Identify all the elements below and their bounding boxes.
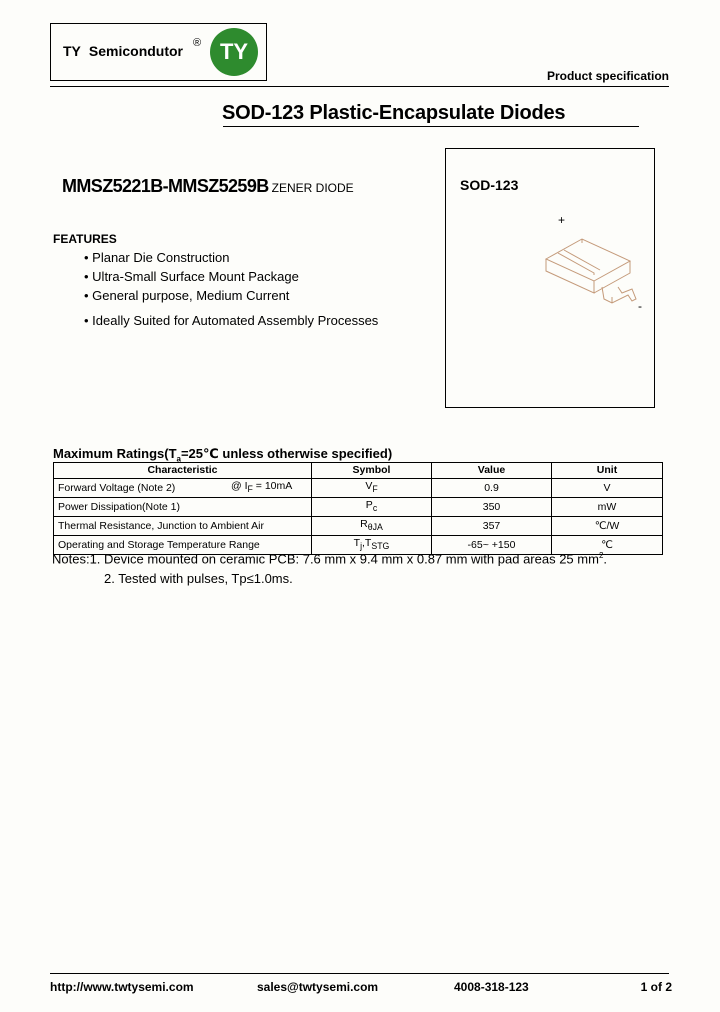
anode-plus-label: + bbox=[558, 213, 566, 227]
characteristic-cell: Operating and Storage Temperature Range bbox=[54, 536, 312, 555]
symbol-text: V bbox=[365, 480, 373, 492]
note-1-text: Notes:1. Device mounted on ceramic PCB: 7.6 mm x 9.4 mm x 0.87 mm with pad areas 25 mm bbox=[52, 551, 599, 567]
note-1-superscript: 2 bbox=[598, 551, 604, 560]
value-cell: 350 bbox=[432, 498, 552, 517]
company-logo bbox=[50, 23, 267, 81]
condition-sub: F bbox=[247, 484, 253, 495]
package-name: SOD-123 bbox=[460, 177, 519, 193]
col-header-unit: Unit bbox=[552, 463, 663, 479]
table-header-row bbox=[54, 463, 663, 479]
note-1-tail: . bbox=[603, 551, 608, 567]
col-header-value: Value bbox=[432, 463, 552, 479]
part-number-heading bbox=[62, 176, 354, 197]
unit-cell: V bbox=[552, 479, 663, 498]
symbol-sub2: STG bbox=[371, 541, 390, 552]
header-divider bbox=[50, 86, 669, 87]
features-heading: FEATURES bbox=[53, 232, 117, 246]
note-2: 2. Tested with pulses, Tp≤1.0ms. bbox=[104, 571, 293, 586]
symbol-sub: c bbox=[372, 503, 378, 514]
logo-ty-text: TY bbox=[63, 43, 81, 59]
cathode-minus-label: - bbox=[638, 299, 642, 313]
symbol-mid: ,T bbox=[362, 537, 372, 550]
symbol-text: R bbox=[360, 518, 368, 531]
max-ratings-title-sub: a bbox=[176, 454, 181, 464]
col-header-characteristic: Characteristic bbox=[54, 463, 312, 479]
logo-circle-icon: TY bbox=[210, 28, 258, 76]
logo-company-text: Semicondutor bbox=[88, 43, 184, 59]
feature-item: • Ultra-Small Surface Mount Package bbox=[84, 269, 299, 284]
package-outline-box bbox=[445, 148, 655, 408]
value-cell: 357 bbox=[432, 517, 552, 536]
sod123-package-icon bbox=[542, 231, 644, 309]
symbol-cell bbox=[312, 498, 432, 517]
condition-tail: = 10mA bbox=[252, 480, 293, 492]
footer-divider bbox=[50, 973, 669, 974]
footer-phone: 4008-318-123 bbox=[454, 980, 529, 994]
unit-cell: ℃ bbox=[552, 536, 663, 555]
symbol-sub: θJA bbox=[367, 522, 383, 533]
max-ratings-title-suffix: =25℃ unless otherwise specified) bbox=[180, 446, 393, 461]
value-cell: 0.9 bbox=[432, 479, 552, 498]
table-row bbox=[54, 517, 663, 536]
characteristic-cell: Power Dissipation(Note 1) bbox=[54, 498, 312, 517]
footer-email-link[interactable]: sales@twtysemi.com bbox=[257, 980, 379, 994]
symbol-cell bbox=[312, 479, 432, 498]
table-row bbox=[54, 498, 663, 517]
characteristic-text: Forward Voltage (Note 2) bbox=[58, 481, 176, 494]
condition-prefix: @ I bbox=[231, 480, 248, 492]
table-row bbox=[54, 479, 663, 498]
footer-website-link[interactable]: http://www.twtysemi.com bbox=[50, 980, 194, 994]
unit-cell: ℃/W bbox=[552, 517, 663, 536]
feature-item: • General purpose, Medium Current bbox=[84, 288, 290, 303]
symbol-sub: j bbox=[360, 541, 363, 552]
page-number: 1 of 2 bbox=[640, 980, 672, 994]
col-header-symbol: Symbol bbox=[312, 463, 432, 479]
feature-item: • Ideally Suited for Automated Assembly Processes bbox=[84, 313, 379, 328]
part-number: MMSZ5221B-MMSZ5259B bbox=[62, 176, 269, 196]
max-ratings-title bbox=[53, 446, 392, 464]
title-underline bbox=[223, 126, 639, 127]
characteristic-cell: Thermal Resistance, Junction to Ambient Air bbox=[54, 517, 312, 536]
page-title: SOD-123 Plastic-Encapsulate Diodes bbox=[222, 102, 566, 124]
value-cell: -65~ +150 bbox=[432, 536, 552, 555]
registered-mark: ® bbox=[193, 37, 202, 49]
symbol-cell bbox=[312, 517, 432, 536]
symbol-text: T bbox=[353, 537, 361, 550]
max-ratings-table bbox=[53, 462, 663, 555]
part-type: ZENER DIODE bbox=[271, 181, 354, 195]
note-1 bbox=[52, 551, 607, 566]
characteristic-cell bbox=[54, 479, 312, 498]
symbol-sub: F bbox=[372, 484, 378, 495]
feature-item: • Planar Die Construction bbox=[84, 250, 230, 265]
product-specification-label: Product specification bbox=[546, 69, 669, 83]
unit-cell: mW bbox=[552, 498, 663, 517]
symbol-text: P bbox=[365, 499, 373, 512]
max-ratings-title-prefix: Maximum Ratings(T bbox=[53, 446, 177, 461]
condition-text bbox=[231, 479, 292, 497]
logo-wordmark bbox=[63, 43, 183, 59]
